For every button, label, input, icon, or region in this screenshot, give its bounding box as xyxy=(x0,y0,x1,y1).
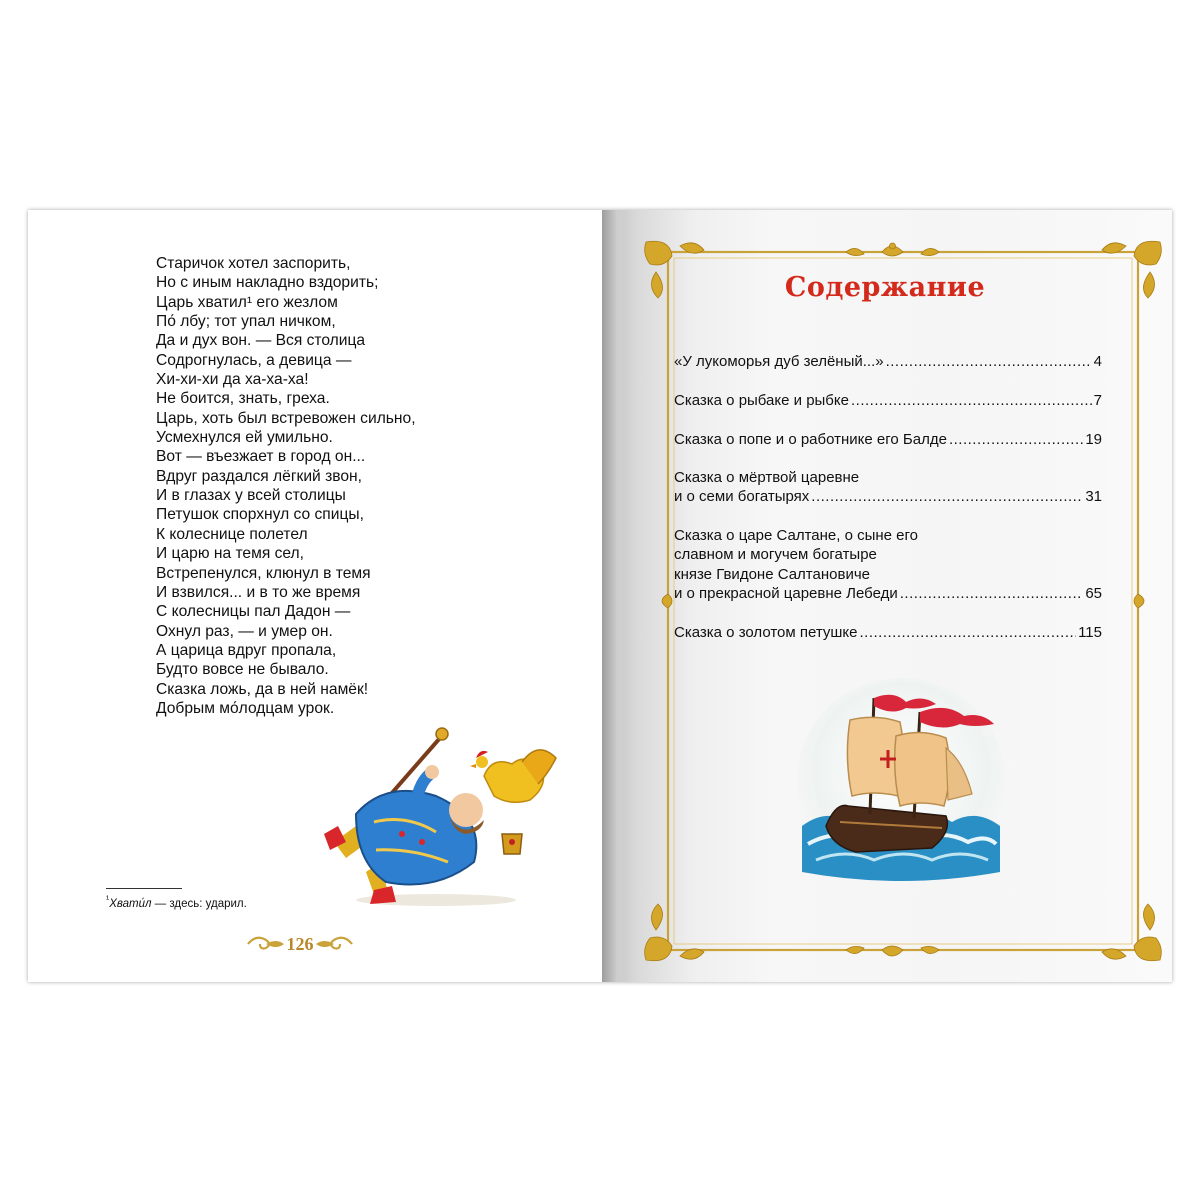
poem-line: Да и дух вон. — Вся столица xyxy=(156,332,366,350)
toc-page-number: 31 xyxy=(1085,488,1102,506)
toc-entry-title: «У лукоморья дуб зелёный...» xyxy=(674,353,884,370)
poem-line: Хи-хи-хи да ха-ха-ха! xyxy=(156,371,309,389)
toc-entry-title: Сказка о золотом петушке xyxy=(674,624,858,641)
poem-line: Но с иным накладно вздорить; xyxy=(156,274,379,292)
dot-leader xyxy=(900,584,1084,603)
toc-entry[interactable] xyxy=(674,391,1102,410)
toc-page-number: 7 xyxy=(1093,392,1102,409)
toc-page-number: 115 xyxy=(1078,624,1102,641)
poem-line: И царю на темя сел, xyxy=(156,545,304,563)
toc-entry-title: славном и могучем богатыре xyxy=(674,546,877,564)
footnote-text: — здесь: ударил. xyxy=(151,897,247,910)
toc-page-number: 65 xyxy=(1085,585,1102,603)
footnote xyxy=(106,894,247,910)
poem-line: По́ лбу; тот упал ничком, xyxy=(156,313,336,331)
poem-line: Содрогнулась, а девица — xyxy=(156,351,352,369)
tsar-with-rooster-illustration xyxy=(316,722,566,914)
poem-line: Усмехнулся ей умильно. xyxy=(156,429,333,447)
toc-entry-title: Сказка о попе и о работнике его Балде xyxy=(674,431,947,448)
poem-line: С колесницы пал Дадон — xyxy=(156,603,351,621)
toc-entry-title: Сказка о мёртвой царевне xyxy=(674,469,860,486)
poem-line: Добрым мо́лодцам урок. xyxy=(156,699,335,717)
poem-line: Охнул раз, — и умер он. xyxy=(156,622,333,640)
poem-line: Петушок спорхнул со спицы, xyxy=(156,506,364,524)
footnote-word: Хвати́л xyxy=(109,897,152,910)
toc-entry-title: Сказка о царе Салтане, о сыне его xyxy=(674,527,918,544)
poem-line: Царь хватил¹ его жезлом xyxy=(156,293,338,311)
poem-line: Царь, хоть был встревожен сильно, xyxy=(156,409,416,427)
dot-leader xyxy=(811,487,1083,506)
book-spine-shadow xyxy=(602,210,628,982)
dot-leader xyxy=(851,391,1092,410)
poem-line: Старичок хотел заспорить, xyxy=(156,255,351,272)
dot-leader xyxy=(949,430,1083,449)
toc-entry-title: и о прекрасной царевне Лебеди xyxy=(674,585,898,603)
toc-title: Содержание xyxy=(784,272,986,303)
dot-leader xyxy=(859,623,1076,642)
poem-line: И в глазах у всей столицы xyxy=(156,487,346,505)
poem-line: Сказка ложь, да в ней намёк! xyxy=(156,680,369,698)
toc-entry[interactable] xyxy=(674,526,1102,604)
toc-entry[interactable] xyxy=(674,623,1102,642)
footnote-rule xyxy=(106,888,182,889)
toc-entry[interactable] xyxy=(674,352,1102,371)
toc-entry-title: и о семи богатырях xyxy=(674,488,810,506)
dot-leader xyxy=(886,352,1092,371)
poem-line: Встрепенулся, клюнул в темя xyxy=(156,564,371,582)
toc-entry[interactable] xyxy=(674,430,1102,449)
poem-line: К колеснице полетел xyxy=(156,525,308,543)
toc-entry[interactable] xyxy=(674,468,1102,507)
footnote-marker: ¹ xyxy=(106,894,110,905)
poem-line: Вдруг раздался лёгкий звон, xyxy=(156,467,362,485)
toc-page-number: 19 xyxy=(1085,431,1102,448)
sailing-ship-illustration xyxy=(796,676,1006,884)
poem-line: Вот — въезжает в город он... xyxy=(156,448,366,466)
toc-entry-title: князе Гвидоне Салтановиче xyxy=(674,565,870,583)
poem-text xyxy=(156,254,416,718)
page-number-ornament xyxy=(246,928,354,960)
page-number: 126 xyxy=(286,934,314,954)
toc-entry-title: Сказка о рыбаке и рыбке xyxy=(674,392,849,409)
poem-line: Не боится, знать, греха. xyxy=(156,390,330,408)
poem-line: И взвился... и в то же время xyxy=(156,583,361,601)
toc-page-number: 4 xyxy=(1093,353,1102,370)
poem-line: А царица вдруг пропала, xyxy=(156,641,337,659)
poem-line: Будто вовсе не бывало. xyxy=(156,661,329,679)
